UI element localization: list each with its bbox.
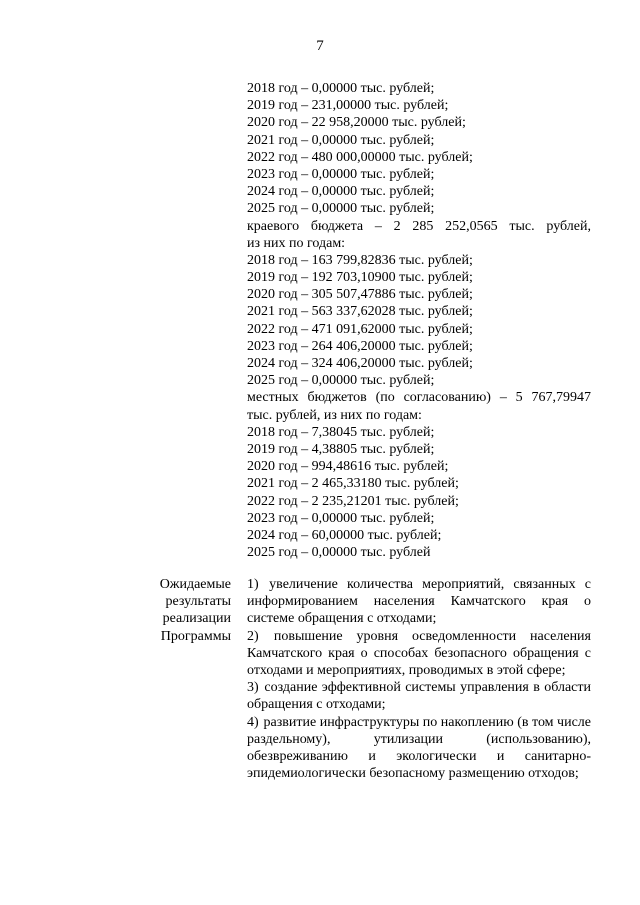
federal-year-line: 2022 год – 480 000,00000 тыс. рублей; (247, 149, 473, 165)
result-item (247, 628, 591, 680)
regional-year-line: 2018 год – 163 799,82836 тыс. рублей; (247, 252, 473, 268)
regional-budget-heading: краевого бюджета – 2 285 252,0565 тыс. рублей, (247, 218, 591, 234)
regional-year-line: 2020 год – 305 507,47886 тыс. рублей; (247, 287, 473, 303)
result-item-number: 2) (247, 628, 259, 644)
result-item-number: 3) (247, 680, 259, 696)
page-number: 7 (316, 38, 324, 54)
local-year-line: 2021 год – 2 465,33180 тыс. рублей; (247, 476, 459, 492)
federal-year-line: 2021 год – 0,00000 тыс. рублей; (247, 132, 435, 148)
result-item (247, 679, 591, 713)
regional-year-line: 2024 год – 324 406,20000 тыс. рублей; (247, 356, 473, 371)
local-year-line: 2019 год – 4,38805 тыс. рублей; (247, 441, 435, 457)
result-item-number: 4) (247, 714, 259, 730)
federal-year-line: 2023 год – 0,00000 тыс. рублей; (247, 166, 435, 182)
result-item (247, 576, 591, 628)
expected-results-list (247, 576, 591, 782)
local-year-line: 2020 год – 994,48616 тыс. рублей; (247, 459, 449, 475)
federal-year-line: 2020 год – 22 958,20000 тыс. рублей; (247, 115, 466, 131)
result-item-text: создание эффективной системы управления в области обращения с отходами; (247, 680, 592, 713)
result-item-number: 1) (247, 577, 259, 592)
result-item-text: повышение уровня осведомленности населения Камчатского края о способах безопасного обращения с отходами и мероприятиях, проводимых в этой сфере; (247, 628, 591, 679)
result-item-text: развитие инфраструктуры по накоплению (в том числе раздельному), утилизации (использованию), обезвреживанию и экологически и санитарно-эпидемиологически безопасному размещению отходов; (247, 714, 591, 782)
regional-year-line: 2023 год – 264 406,20000 тыс. рублей; (247, 338, 473, 354)
result-item-text: увеличение количества мероприятий, связанных с информированием населения Камчатского края о системе обращения с отходами; (247, 577, 591, 627)
federal-year-line: 2024 год – 0,00000 тыс. рублей; (247, 184, 435, 200)
federal-year-line: 2019 год – 231,00000 тыс. рублей; (247, 98, 449, 114)
funding-block (247, 80, 591, 561)
local-year-line: 2025 год – 0,00000 тыс. рублей (247, 545, 431, 561)
regional-year-line: 2021 год – 563 337,62028 тыс. рублей; (247, 304, 473, 320)
local-year-line: 2024 год – 60,00000 тыс. рублей; (247, 527, 442, 543)
local-budget-subheading: тыс. рублей, из них по годам: (247, 407, 422, 423)
result-item (247, 714, 591, 783)
regional-budget-subheading: из них по годам: (247, 235, 346, 251)
regional-year-line: 2019 год – 192 703,10900 тыс. рублей; (247, 270, 473, 286)
local-year-line: 2018 год – 7,38045 тыс. рублей; (247, 424, 435, 440)
federal-year-line: 2018 год – 0,00000 тыс. рублей; (247, 81, 435, 96)
local-budget-heading: местных бюджетов (по согласованию) – 5 767,79947 (247, 390, 591, 406)
federal-year-line: 2025 год – 0,00000 тыс. рублей; (247, 201, 435, 217)
regional-year-line: 2025 год – 0,00000 тыс. рублей; (247, 373, 435, 389)
local-year-line: 2023 год – 0,00000 тыс. рублей; (247, 510, 435, 526)
regional-year-line: 2022 год – 471 091,62000 тыс. рублей; (247, 321, 473, 337)
local-year-line: 2022 год – 2 235,21201 тыс. рублей; (247, 493, 459, 509)
expected-results-label: Ожидаемые результаты реализации Программы (159, 577, 231, 644)
